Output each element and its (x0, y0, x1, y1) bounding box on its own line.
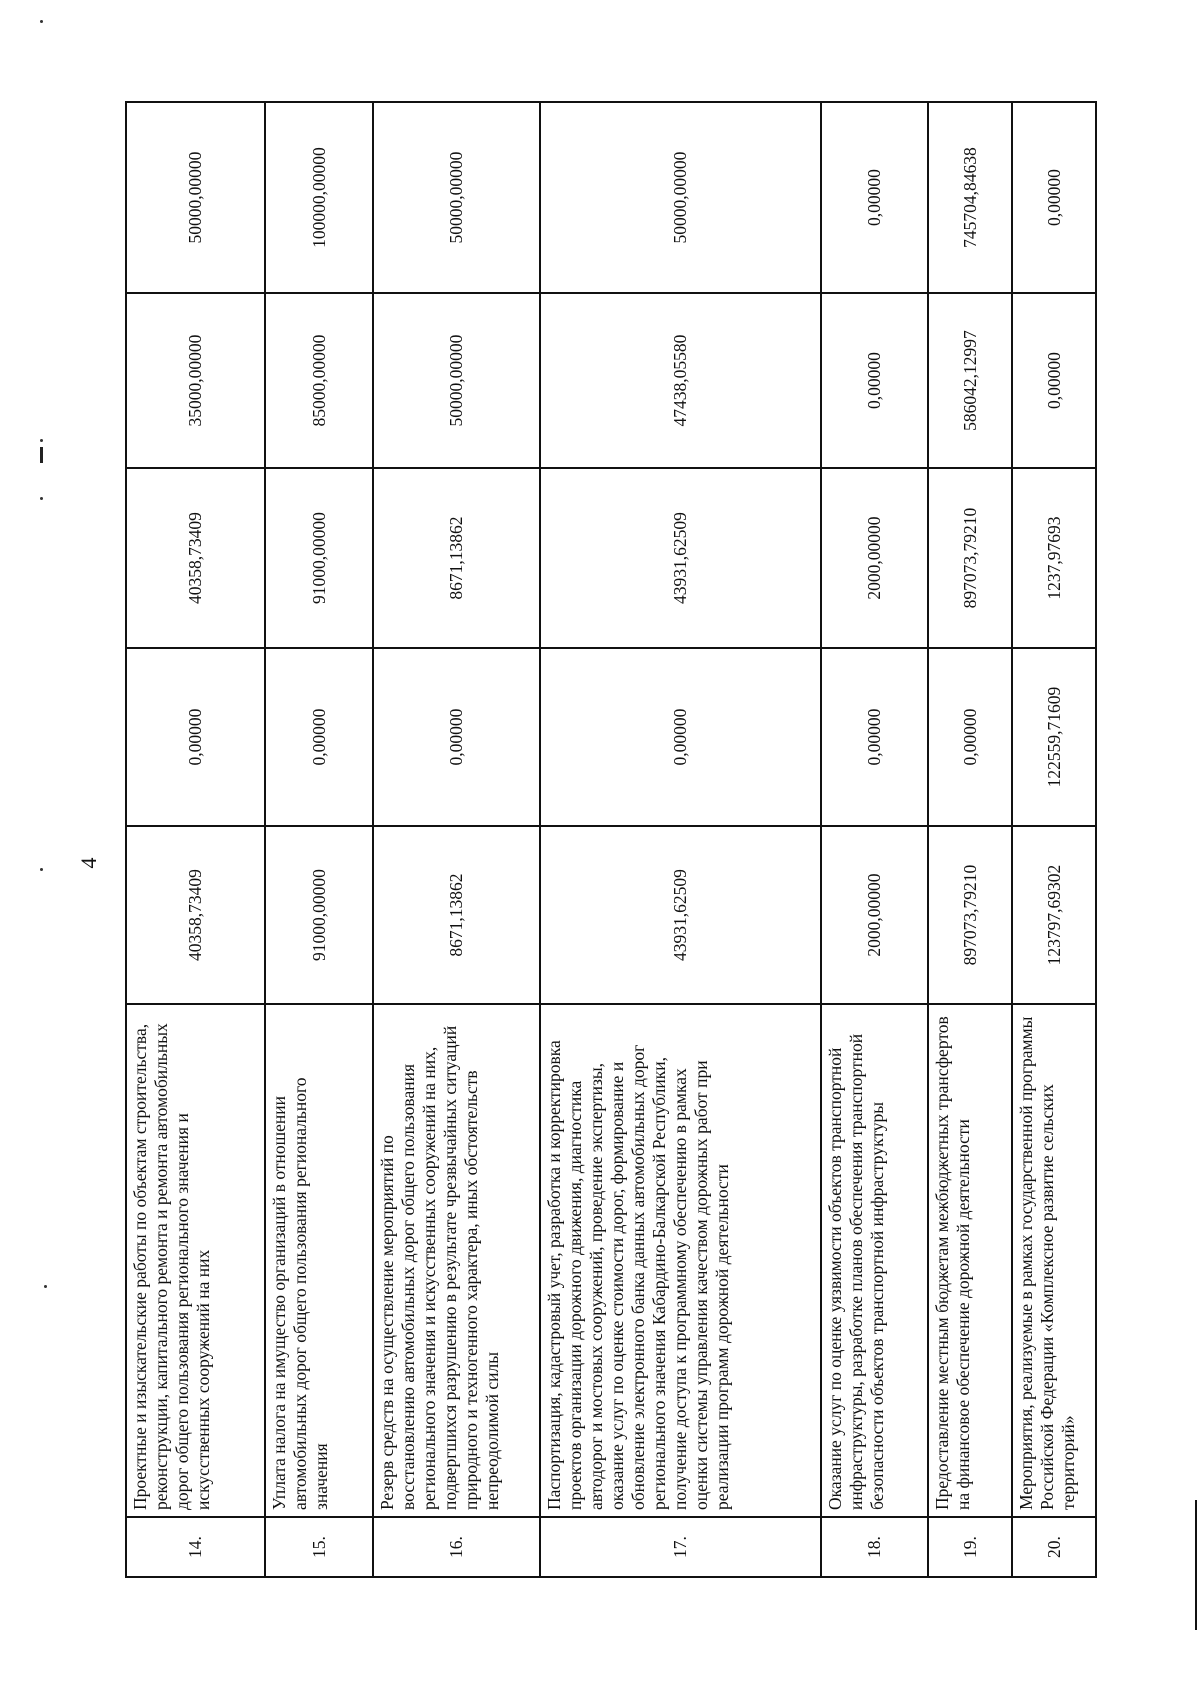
amount-cell: 745704,84638 (928, 102, 1012, 293)
scan-speck (40, 497, 43, 500)
amount-cell: 85000,00000 (265, 293, 373, 468)
table-row (540, 102, 821, 1577)
row-description: Резерв средств на осуществление мероприятий по восстановлению автомобильных дорог общего пользования регионального значения и искусственных сооружений на них, подвергшихся разрушению в результате чрезвычайных ситуаций природного и техногенного характера, иных обстоятельств непреодолимой силы (373, 1004, 540, 1517)
rotated-page-content (125, 103, 1095, 1578)
amount-cell: 586042,12997 (928, 293, 1012, 468)
amount-cell: 897073,79210 (928, 468, 1012, 648)
amount-cell: 50000,00000 (373, 293, 540, 468)
amount-cell: 0,00000 (540, 648, 821, 826)
footer-mark (1195, 1552, 1196, 1572)
amount-cell: 100000,00000 (265, 102, 373, 293)
amount-cell: 0,00000 (821, 648, 928, 826)
row-number: 14. (126, 1517, 265, 1577)
amount-cell: 50000,00000 (126, 102, 265, 293)
scan-speck (40, 439, 43, 442)
amount-cell: 8671,13862 (373, 468, 540, 648)
row-description: Паспортизация, кадастровый учет, разработка и корректировка проектов организации дорожного движения, диагностика автодорог и мостовых сооружений, проведение экспертизы, оказание услуг по оценке стоимости дорог, формирование и обновление электронного банка данных автомобильных дорог регионального значения Кабардино-Балкарской Республики, получение доступа к программному обеспечению в рамках оценки системы управления качеством дорожных работ при реализации программ дорожной деятельности (540, 1004, 821, 1517)
amount-cell: 50000,00000 (540, 102, 821, 293)
scan-speck (44, 1285, 47, 1288)
amount-cell: 123797,69302 (1012, 826, 1096, 1004)
row-number: 19. (928, 1517, 1012, 1577)
amount-cell: 43931,62509 (540, 826, 821, 1004)
row-number: 17. (540, 1517, 821, 1577)
table-row (928, 102, 1012, 1577)
amount-cell: 40358,73409 (126, 826, 265, 1004)
row-number: 20. (1012, 1517, 1096, 1577)
amount-cell: 2000,00000 (821, 468, 928, 648)
amount-cell: 43931,62509 (540, 468, 821, 648)
row-description: Оказание услуг по оценке уязвимости объектов транспортной инфраструктуры, разработке планов обеспечения транспортной безопасности объектов транспортной инфраструктуры (821, 1004, 928, 1517)
amount-cell: 122559,71609 (1012, 648, 1096, 826)
scan-mark (40, 447, 43, 463)
amount-cell: 2000,00000 (821, 826, 928, 1004)
amount-cell: 35000,00000 (126, 293, 265, 468)
amount-cell: 0,00000 (126, 648, 265, 826)
amount-cell: 0,00000 (373, 648, 540, 826)
table-row (1012, 102, 1096, 1577)
row-number: 16. (373, 1517, 540, 1577)
row-description: Мероприятия, реализуемые в рамках государственной программы Российской Федерации «Комплексное развитие сельских территорий» (1012, 1004, 1096, 1517)
amount-cell: 8671,13862 (373, 826, 540, 1004)
table-row (265, 102, 373, 1577)
amount-cell: 40358,73409 (126, 468, 265, 648)
table-row (821, 102, 928, 1577)
row-description: Уплата налога на имущество организаций в отношении автомобильных дорог общего пользования регионального значения (265, 1004, 373, 1517)
row-number: 18. (821, 1517, 928, 1577)
amount-cell: 0,00000 (821, 293, 928, 468)
amount-cell: 50000,00000 (373, 102, 540, 293)
amount-cell: 0,00000 (928, 648, 1012, 826)
row-number: 15. (265, 1517, 373, 1577)
amount-cell: 1237,97693 (1012, 468, 1096, 648)
amount-cell: 0,00000 (1012, 102, 1096, 293)
amount-cell: 91000,00000 (265, 468, 373, 648)
page-number: 4 (76, 857, 101, 869)
row-description: Предоставление местным бюджетам межбюджетных трансфертов на финансовое обеспечение дорожной деятельности (928, 1004, 1012, 1517)
row-description: Проектные и изыскательские работы по объектам строительства, реконструкции, капитального ремонта и ремонта автомобильных дорог общего пользования регионального значения и искусственных сооружений на них (126, 1004, 265, 1517)
scan-speck (40, 20, 43, 23)
amount-cell: 897073,79210 (928, 826, 1012, 1004)
amount-cell: 0,00000 (265, 648, 373, 826)
table-row (373, 102, 540, 1577)
amount-cell: 0,00000 (821, 102, 928, 293)
amount-cell: 91000,00000 (265, 826, 373, 1004)
table-row (126, 102, 265, 1577)
scan-speck (40, 868, 43, 871)
amount-cell: 47438,05580 (540, 293, 821, 468)
amount-cell: 0,00000 (1012, 293, 1096, 468)
budget-table (125, 101, 1097, 1578)
